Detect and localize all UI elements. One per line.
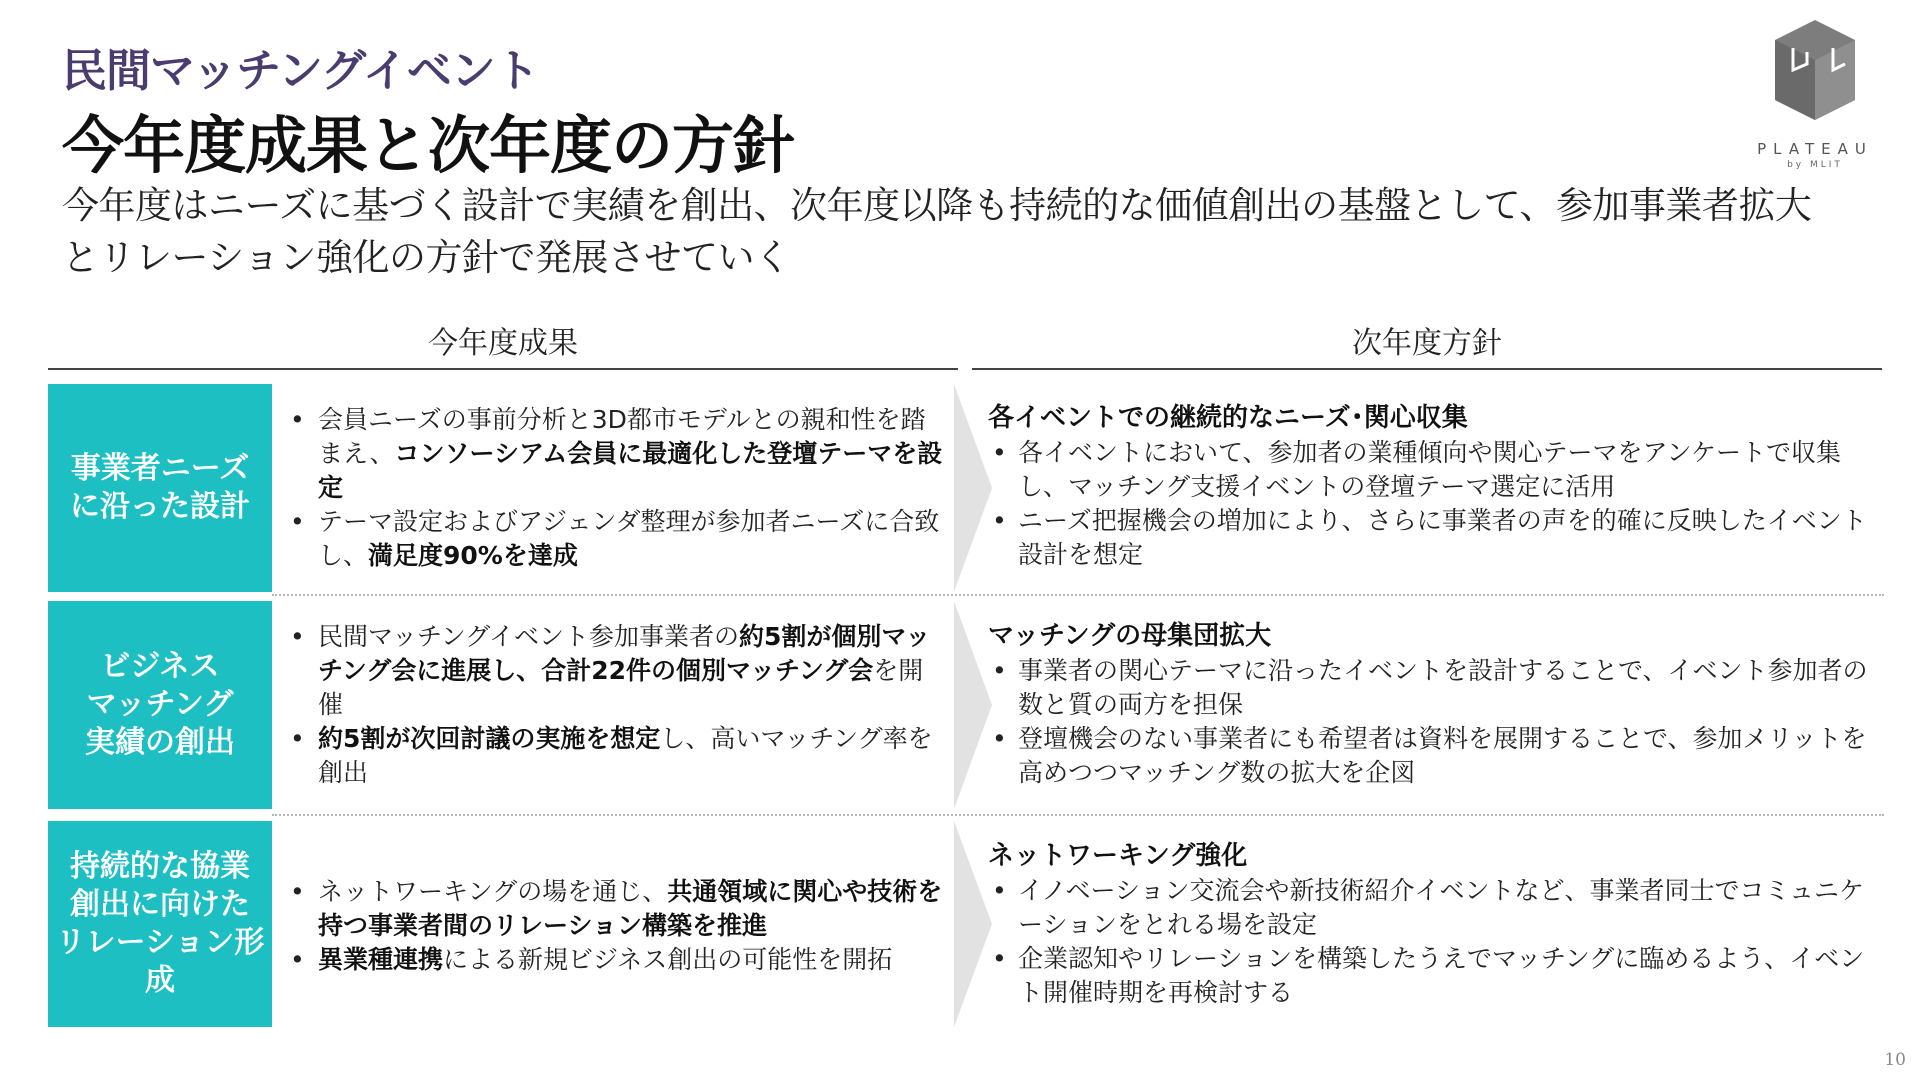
page-number: 10 (1884, 1050, 1906, 1070)
chevron-right-icon (952, 821, 992, 1027)
logo-subtext: by MLIT (1787, 160, 1843, 170)
list-item: • 会員ニーズの事前分析と3D都市モデルとの親和性を踏まえ、コンソーシアム会員に最適化した登壇テーマを設定 (286, 403, 946, 505)
list-item: • テーマ設定およびアジェンダ整理が参加者ニーズに合致し、満足度90%を達成 (286, 505, 946, 573)
chevron-right-icon (952, 601, 992, 809)
results-relationship (286, 836, 946, 1016)
plateau-cube-logo-icon (1773, 18, 1857, 122)
policy-relationship (988, 838, 1868, 1010)
results-needs-design (286, 398, 946, 578)
list-item: • 異業種連携による新規ビジネス創出の可能性を開拓 (286, 943, 946, 977)
policy-needs-design (988, 400, 1868, 572)
page-title: 今年度成果と次年度の方針 (62, 109, 795, 182)
policy-heading: 各イベントでの継続的なニーズ･関心収集 (988, 403, 1468, 433)
policy-business-matching (988, 618, 1868, 790)
list-item: • イノベーション交流会や新技術紹介イベントなど、事業者同士でコミュニケーションをとれる場を設定 (988, 874, 1868, 942)
row-label-relationship: 持続的な協業 創出に向けた リレーション形成 (48, 821, 272, 1027)
chevron-right-icon (952, 384, 992, 592)
policy-heading: マッチングの母集団拡大 (988, 621, 1272, 651)
list-item: • ネットワーキングの場を通じ、共通領域に関心や技術を持つ事業者間のリレーション構築を推進 (286, 875, 946, 943)
list-item: • 登壇機会のない事業者にも希望者は資料を展開することで、参加メリットを高めつつマッチング数の拡大を企図 (988, 722, 1868, 790)
list-item: • 事業者の関心テーマに沿ったイベントを設計することで、イベント参加者の数と質の両方を担保 (988, 654, 1868, 722)
row-label-business-matching: ビジネス マッチング 実績の創出 (48, 601, 272, 809)
column-header-policy: 次年度方針 (972, 320, 1882, 370)
list-item: • 各イベントにおいて、参加者の業種傾向や関心テーマをアンケートで収集し、マッチング支援イベントの登壇テーマ選定に活用 (988, 436, 1868, 504)
list-item: • ニーズ把握機会の増加により、さらに事業者の声を的確に反映したイベント設計を想定 (988, 504, 1868, 572)
page-subtitle: 今年度はニーズに基づく設計で実績を創出、次年度以降も持続的な価値創出の基盤として、参加事業者拡大とリレーション強化の方針で発展させていく (62, 184, 1812, 279)
column-header-results: 今年度成果 (48, 320, 958, 370)
list-item: • 約5割が次回討議の実施を想定し、高いマッチング率を創出 (286, 722, 946, 790)
results-business-matching (286, 615, 946, 795)
list-item: • 企業認知やリレーションを構築したうえでマッチングに臨めるよう、イベント開催時期を再検討する (988, 942, 1868, 1010)
plateau-logo (1740, 18, 1890, 170)
section-kicker: 民間マッチングイベント (62, 44, 539, 97)
row-divider (272, 814, 1884, 816)
logo-wordmark: PLATEAU (1757, 140, 1873, 158)
row-label-needs-design: 事業者ニーズ に沿った設計 (48, 384, 272, 592)
list-item: • 民間マッチングイベント参加事業者の約5割が個別マッチング会に進展し、合計22件の個別マッチング会を開催 (286, 620, 946, 722)
policy-heading: ネットワーキング強化 (988, 841, 1248, 871)
row-divider (272, 594, 1884, 596)
